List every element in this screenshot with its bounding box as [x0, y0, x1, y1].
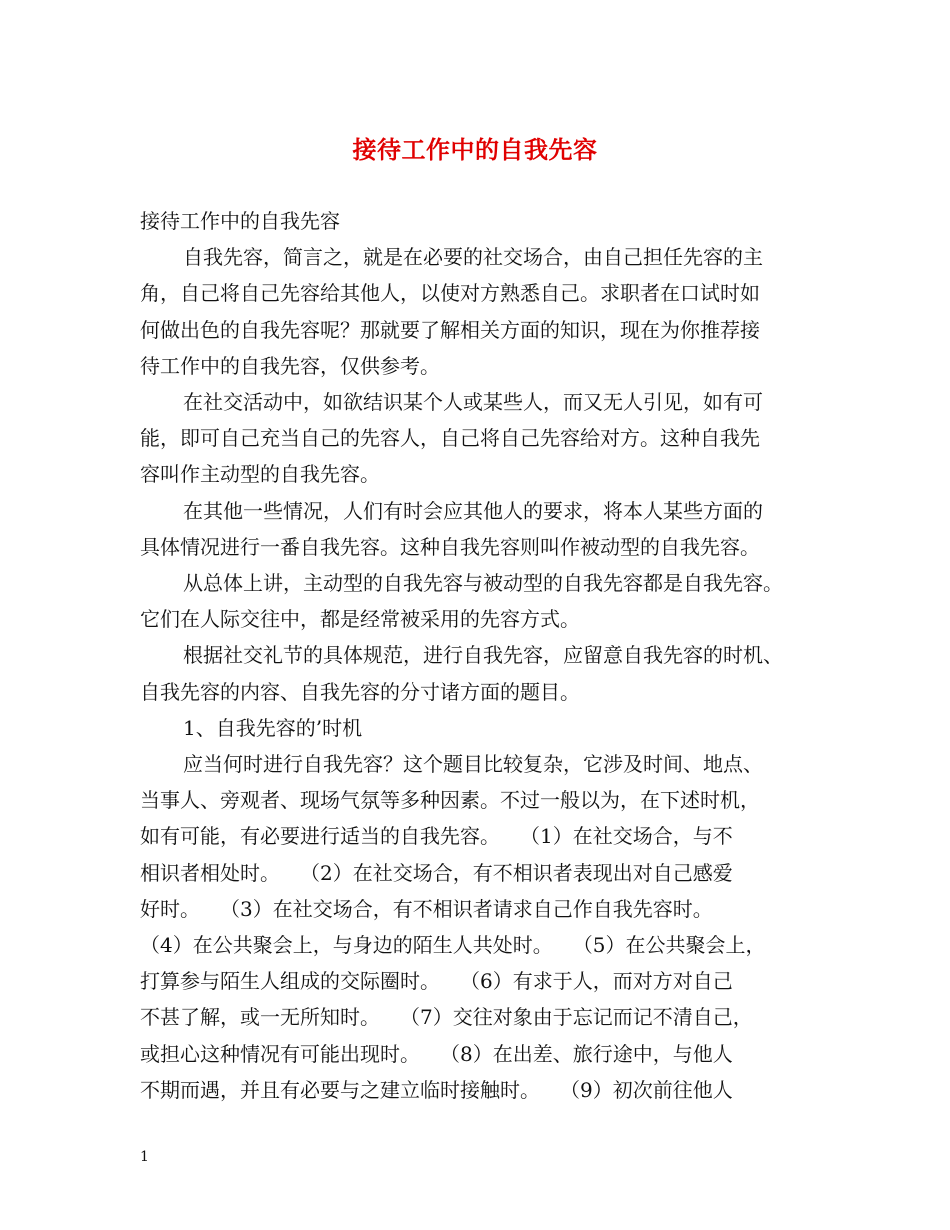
text-line: 从总体上讲，主动型的自我先容与被动型的自我先容都是自我先容。	[183, 571, 783, 596]
text-line: 不甚了解，或一无所知时。 （7）交往对象由于忘记而记不清自己，	[140, 1005, 753, 1030]
text-line: 待工作中的自我先容，仅供参考。	[140, 353, 440, 378]
text-line: 容叫作主动型的自我先容。	[140, 462, 380, 487]
text-line: 好时。 （3）在社交场合，有不相识者请求自己作自我先容时。	[140, 896, 713, 921]
text-line: 在其他一些情况，人们有时会应其他人的要求，将本人某些方面的	[183, 498, 763, 523]
text-line: 当事人、旁观者、现场气氛等多种因素。不过一般以为，在下述时机，	[140, 788, 760, 813]
text-line: 角，自己将自己先容给其他人，以使对方熟悉自己。求职者在口试时如	[140, 281, 760, 306]
text-line: 根据社交礼节的具体规范，进行自我先容，应留意自我先容的时机、	[183, 643, 783, 668]
text-line: 何做出色的自我先容呢？那就要了解相关方面的知识，现在为你推荐接	[140, 317, 760, 342]
page-number: 1	[140, 1149, 149, 1165]
text-line: （4）在公共聚会上，与身边的陌生人共处时。 （5）在公共聚会上，	[140, 933, 766, 958]
text-line: 在社交活动中，如欲结识某个人或某些人，而又无人引见，如有可	[183, 390, 763, 415]
text-line: 它们在人际交往中，都是经常被采用的先容方式。	[140, 607, 580, 632]
text-line: 具体情况进行一番自我先容。这种自我先容则叫作被动型的自我先容。	[140, 534, 760, 559]
page-title: 接待工作中的自我先容	[352, 135, 598, 164]
text-line: 或担心这种情况有可能出现时。 （8）在出差、旅行途中，与他人	[140, 1041, 733, 1066]
text-line: 1、自我先容的’时机	[183, 715, 363, 740]
text-line: 应当何时进行自我先容？这个题目比较复杂，它涉及时间、地点、	[183, 752, 763, 777]
text-line: 相识者相处时。 （2）在社交场合，有不相识者表现出对自己感爱	[140, 860, 733, 885]
text-line: 自我先容，简言之，就是在必要的社交场合，由自己担任先容的主	[183, 245, 763, 270]
text-line: 自我先容的内容、自我先容的分寸诸方面的题目。	[140, 679, 580, 704]
text-line: 如有可能，有必要进行适当的自我先容。 （1）在社交场合，与不	[140, 824, 733, 849]
body-text	[140, 203, 820, 1108]
text-line: 不期而遇，并且有必要与之建立临时接触时。 （9）初次前往他人	[140, 1077, 733, 1102]
text-line: 打算参与陌生人组成的交际圈时。 （6）有求于人，而对方对自己	[140, 969, 733, 994]
text-line: 接待工作中的自我先容	[140, 209, 340, 233]
text-line: 能，即可自己充当自己的先容人，自己将自己先容给对方。这种自我先	[140, 426, 760, 451]
